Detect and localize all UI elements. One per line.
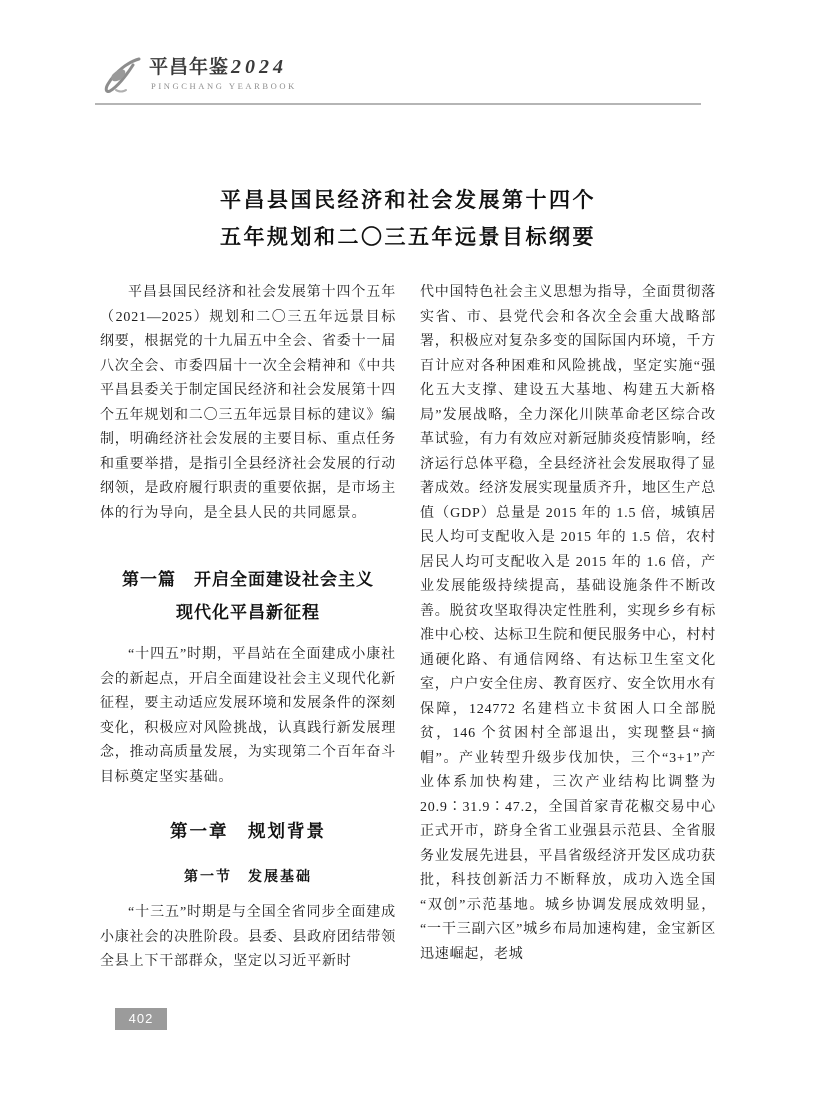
brand-subtitle: PINGCHANG YEARBOOK [151,81,297,91]
document-title-line2: 五年规划和二〇三五年远景目标纲要 [220,226,596,250]
page-header [95,56,701,105]
part-heading [100,563,396,629]
paragraph-foundation-start: “十三五”时期是与全国全省同步全面建成小康社会的决胜阶段。县委、县政府团结带领全县上下干部群众，坚定以习近平新时 [100,905,396,969]
brand-title [149,56,297,79]
section-heading: 第一节 发展基础 [184,868,312,884]
part-heading-line1: 第一篇 开启全面建设社会主义 [122,570,374,589]
paragraph-foundation-continued: 代中国特色社会主义思想为指导，全面贯彻落实省、市、县党代会和各次全会重大战略部署，积极应对复杂多变的国际国内环境，千方百计应对各种困难和风险挑战，坚定实施“强化五大支撑、建设五大基地、构建五大新格局”发展战略，全力深化川陕革命老区综合改革试验，有力有效应对新冠肺炎疫情影响，经济运行总体平稳，全县经济社会发展取得了显著成效。经济发展实现量质齐升，地区生产总值（GDP）总量是 2015 年的 1.5 倍，城镇居民人均可支配收入是 2015 年的 1.5 倍，农村居民人均可支配收入是 2015 年的 1.6 倍，产业发展能级持续提高，基础设施条件不断改善。脱贫攻坚取得决定性胜利，实现乡乡有标准中心校、达标卫生院和便民服务中心，村村通硬化路、有通信网络、有达标卫生室文化室，户户安全住房、教育医疗、安全饮用水有保障，124772 名建档立卡贫困人口全部脱贫，146 个贫困村全部退出，实现整县“摘帽”。产业转型升级步伐加快，三个“3+1”产业体系加快构建，三次产业结构比调整为 20.9∶31.9∶47.2，全国首家青花椒交易中心正式开市，跻身全省工业强县示范县、全省服务业发展先进县，平昌省级经济开发区成功获批，科技创新活力不断释放，成功入选全国“双创”示范基地。城乡协调发展成效明显，“一干三副六区”城乡布局加速构建，金宝新区迅速崛起，老城 [420,285,716,962]
brand-title-year: 2024 [231,56,288,78]
chapter-heading: 第一章 规划背景 [170,821,326,841]
part-heading-line2: 现代化平昌新征程 [176,603,320,622]
right-column [420,281,716,1005]
yearbook-logo-icon [95,56,145,98]
brand-block [149,56,297,91]
document-title [100,182,716,256]
content-columns [100,281,716,1005]
document-title-line1: 平昌县国民经济和社会发展第十四个 [220,189,596,213]
paragraph-intro: 平昌县国民经济和社会发展第十四个五年（2021—2025）规划和二〇三五年远景目标纲要，根据党的十九届五中全会、省委十一届八次全会、市委四届十一次全会精神和《中共平昌县委关于制定国民经济和社会发展第十四个五年规划和二〇三五年远景目标的建议》编制，明确经济社会发展的主要目标、重点任务和重要举措，是指引全县经济社会发展的行动纲领，是政府履行职责的重要依据，是市场主体的行为导向，是全县人民的共同愿景。 [100,285,396,521]
left-column [100,281,396,1005]
page-number-badge: 402 [115,1008,167,1030]
paragraph-new-journey: “十四五”时期，平昌站在全面建成小康社会的新起点，开启全面建设社会主义现代化新征程，要主动适应发展环境和发展条件的深刻变化，积极应对风险挑战，认真践行新发展理念，推动高质量发展，为实现第二个百年奋斗目标奠定坚实基础。 [100,647,396,785]
brand-title-cn: 平昌年鉴 [149,57,230,78]
